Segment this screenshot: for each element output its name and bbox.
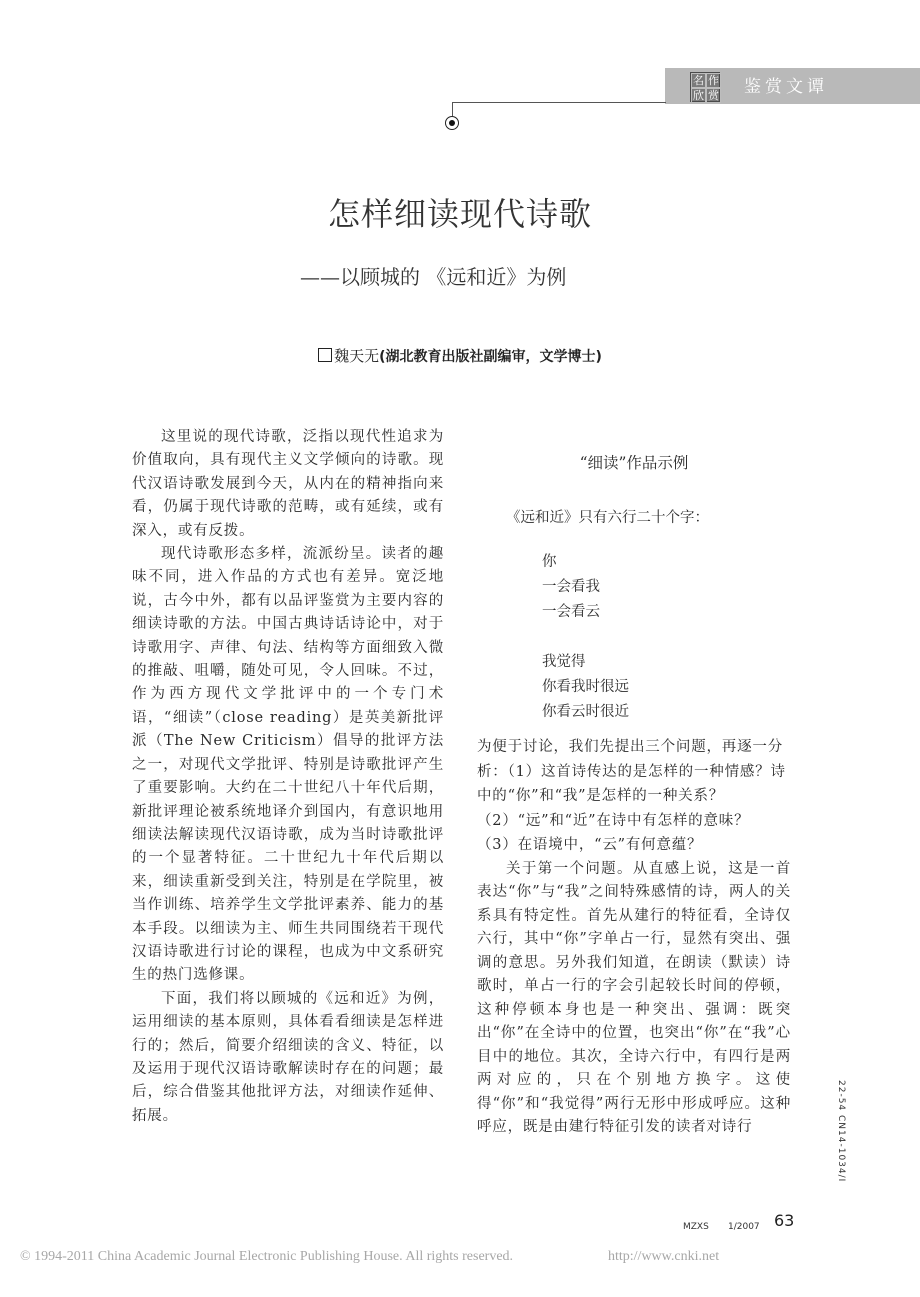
badge-char: 名 xyxy=(693,74,704,87)
footer-issue: 1/2007 xyxy=(728,1222,760,1232)
poem-line: 你 xyxy=(542,554,557,570)
body-paragraph: 关于第一个问题。从直感上说，这是一首表达“你”与“我”之间特殊感情的诗，两人的关系具有特定性。首先从建行的特征看，全诗仅六行，其中“你”字单占一行，显然有突出、强调的意思。另外我们知道，在朗读（默读）诗歌时，单占一行的字会引起较长时间的停顿，这种停顿本身也是一种突出、强调：既突出“你”在全诗中的位置，也突出“你”在“我”心目中的地位。其次，全诗六行中，有四行是两两对应的，只在个别地方换字。这使得“你”和“我觉得”两行无形中形成呼应。这种呼应，既是由建行特征引发的读者对诗行 xyxy=(477,860,791,1136)
bullseye-icon xyxy=(445,116,459,130)
poem-line: 一会看云 xyxy=(542,604,600,620)
poem-line: 我觉得 xyxy=(542,654,586,670)
section-badge xyxy=(690,72,720,102)
poem-stanza xyxy=(542,650,791,725)
author-affiliation: (湖北教育出版社副编审，文学博士) xyxy=(379,349,602,365)
body-paragraph: 现代诗歌形态多样，流派纷呈。读者的趣味不同，进入作品的方式也有差异。宽泛地说，古今中外，都有以品评鉴赏为主要内容的细读诗歌的方法。中国古典诗话诗论中，对于诗歌用字、声律、句法、结构等方面细致入微的推敲、咀嚼，随处可见，令人回味。不过，作为西方现代文学批评中的一个专门术语，“细读”（close reading）是英美新批评派（The New Criticism）倡导的批评方法之一，对现代文学批评、特别是诗歌批评产生了重要影响。大约在二十世纪八十年代后期，新批评理论被系统地译介到国内，有意识地用细读法解读现代汉语诗歌，成为当时诗歌批评的一个显著特征。二十世纪九十年代后期以来，细读重新受到关注，特别是在学院里，被当作训练、培养学生文学批评素养、能力的基本手段。以细读为主、师生共同围绕若干现代汉语诗歌进行讨论的课程，也成为中文系研究生的热门选修课。 xyxy=(132,546,444,984)
footer-journal: MZXS xyxy=(683,1222,709,1232)
author-box-icon xyxy=(318,348,332,362)
badge-char: 作 xyxy=(708,74,719,87)
copyright-notice: © 1994-2011 China Academic Journal Electronic Publishing House. All rights reserved. xyxy=(20,1249,514,1264)
author-line xyxy=(0,344,920,369)
poem-line: 你看云时很近 xyxy=(542,704,629,720)
poem-stanza xyxy=(542,550,791,625)
poem-line: 你看我时很远 xyxy=(542,679,629,695)
badge-char: 赏 xyxy=(708,89,719,102)
right-column xyxy=(477,450,791,1140)
page-number: 63 xyxy=(774,1211,795,1230)
questions-block xyxy=(477,735,791,858)
question-text: （2）“远”和“近”在诗中有怎样的意味？ xyxy=(477,812,750,829)
poem-line: 一会看我 xyxy=(542,579,600,595)
poem xyxy=(542,550,791,725)
section-title: 鉴赏文谭 xyxy=(744,77,828,97)
body-paragraph: 这里说的现代诗歌，泛指以现代性追求为价值取向，具有现代主义文学倾向的诗歌。现代汉语诗歌发展到今天，从内在的精神指向来看，仍属于现代诗歌的范畴，或有延续，或有深入，或有反拨。 xyxy=(132,429,444,539)
article-title: 怎样细读现代诗歌 xyxy=(327,195,592,233)
question-text: 为便于讨论，我们先提出三个问题，再逐一分析：（1）这首诗传达的是怎样的一种情感？诗中的“你”和“我”是怎样的一种关系？ xyxy=(477,739,786,805)
poem-intro: 《远和近》只有六行二十个字： xyxy=(506,510,709,526)
left-column xyxy=(132,426,444,1128)
header-rule-stem xyxy=(452,102,453,116)
side-catalog-code: 22-54 CN14-1034/I xyxy=(836,1080,846,1183)
header-rule xyxy=(452,102,666,103)
article-subtitle: ——以顾城的 《远和近》为例 xyxy=(300,265,567,289)
body-paragraph: 下面，我们将以顾城的《远和近》为例，运用细读的基本原则，具体看看细读是怎样进行的；然后，简要介绍细读的含义、特征，以及运用于现代汉语诗歌解读时存在的问题；最后，综合借鉴其他批评方法，对细读作延伸、拓展。 xyxy=(132,990,444,1124)
section-heading: “细读”作品示例 xyxy=(579,454,689,472)
copyright-url[interactable]: http://www.cnki.net xyxy=(608,1249,720,1264)
question-text: （3）在语境中，“云”有何意蕴？ xyxy=(477,837,703,854)
badge-char: 欣 xyxy=(693,89,704,102)
author-name: 魏天无 xyxy=(334,347,380,365)
